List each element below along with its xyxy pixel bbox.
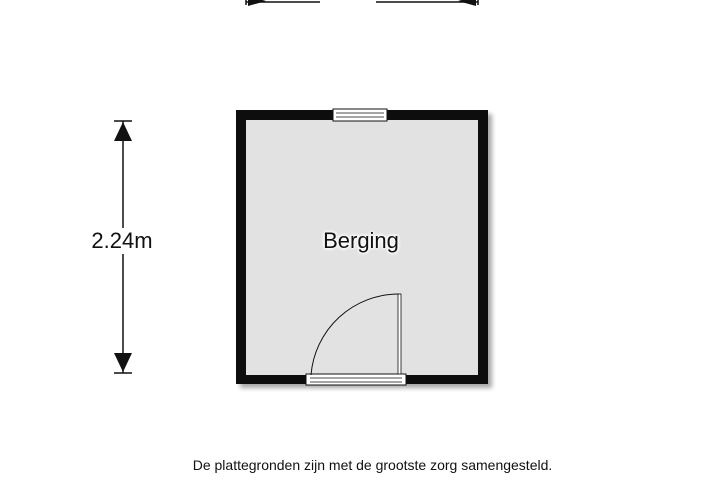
top-dimension-line [246,0,478,6]
height-dimension-label: 2.24m [78,228,166,254]
disclaimer-text: De plattegronden zijn met de grootste zorg samengesteld. [192,457,553,473]
door-threshold [306,374,406,385]
arrow-up-icon [114,122,132,141]
arrow-down-icon [114,353,132,372]
window-top [333,109,387,121]
room-label: Berging [323,228,399,253]
